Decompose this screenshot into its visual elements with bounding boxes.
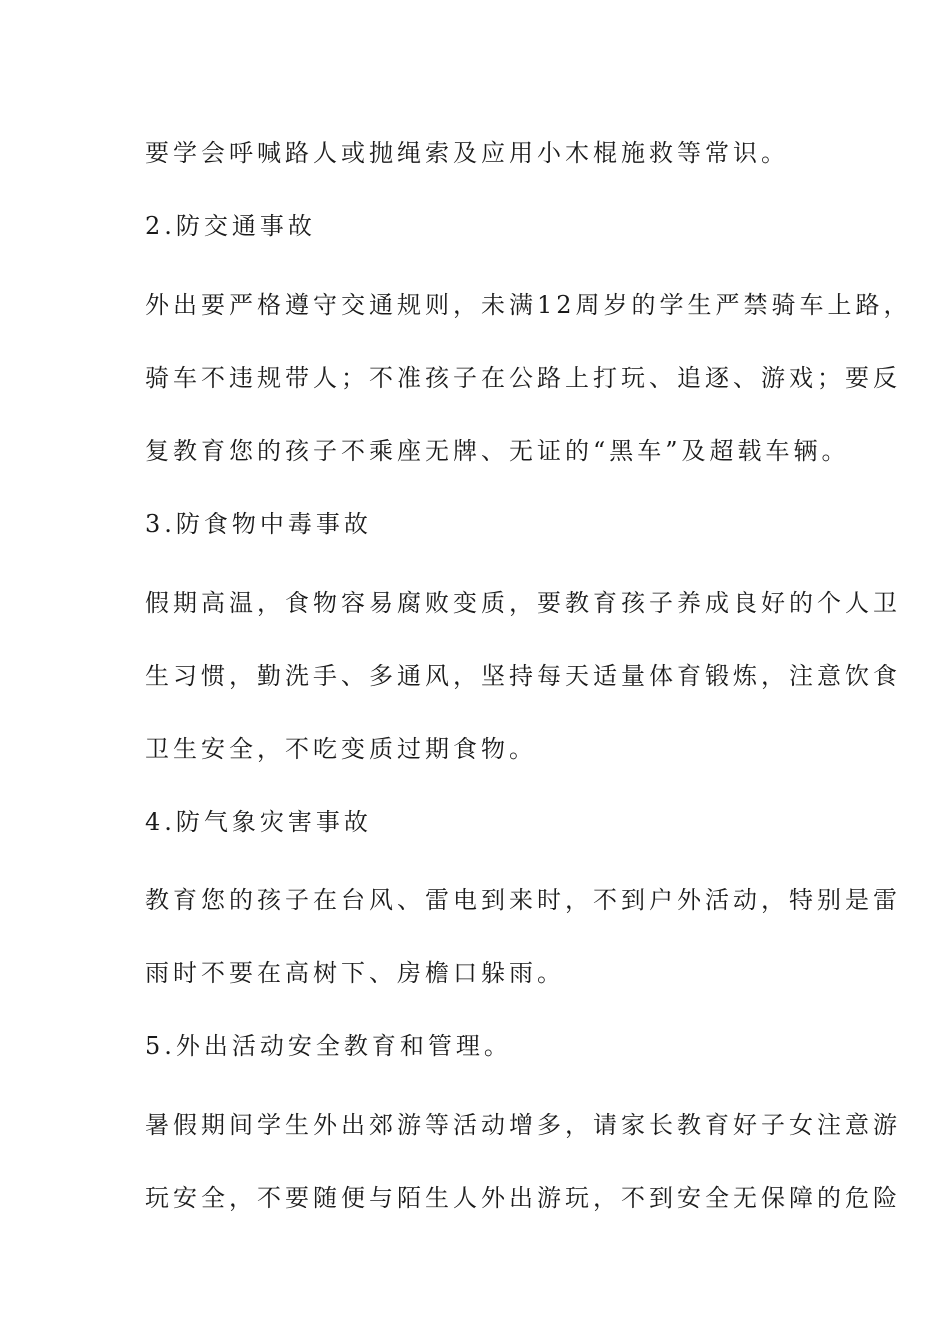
paragraph-line: 暑假期间学生外出郊游等活动增多，请家长教育好子女注意游 [145,1111,901,1139]
paragraph-line: 复教育您的孩子不乘座无牌、无证的“黑车”及超载车辆。 [145,437,850,465]
paragraph-line: 生习惯，勤洗手、多通风，坚持每天适量体育锻炼，注意饮食 [145,662,901,690]
paragraph-line: 骑车不违规带人；不准孩子在公路上打玩、追逐、游戏；要反 [145,364,901,392]
paragraph-line: 假期高温，食物容易腐败变质，要教育孩子养成良好的个人卫 [145,589,901,617]
section-heading: 2.防交通事故 [145,212,316,240]
section-heading: 3.防食物中毒事故 [145,510,372,538]
section-heading: 5.外出活动安全教育和管理。 [145,1032,512,1060]
paragraph-line: 卫生安全，不吃变质过期食物。 [145,735,537,763]
paragraph-line: 玩安全，不要随便与陌生人外出游玩，不到安全无保障的危险 [145,1184,901,1212]
paragraph-line: 雨时不要在高树下、房檐口躲雨。 [145,959,565,987]
paragraph-line: 要学会呼喊路人或抛绳索及应用小木棍施救等常识。 [145,139,789,167]
paragraph-line: 教育您的孩子在台风、雷电到来时，不到户外活动，特别是雷 [145,886,901,914]
paragraph-line: 外出要严格遵守交通规则，未满12周岁的学生严禁骑车上路， [145,291,912,319]
section-heading: 4.防气象灾害事故 [145,808,372,836]
